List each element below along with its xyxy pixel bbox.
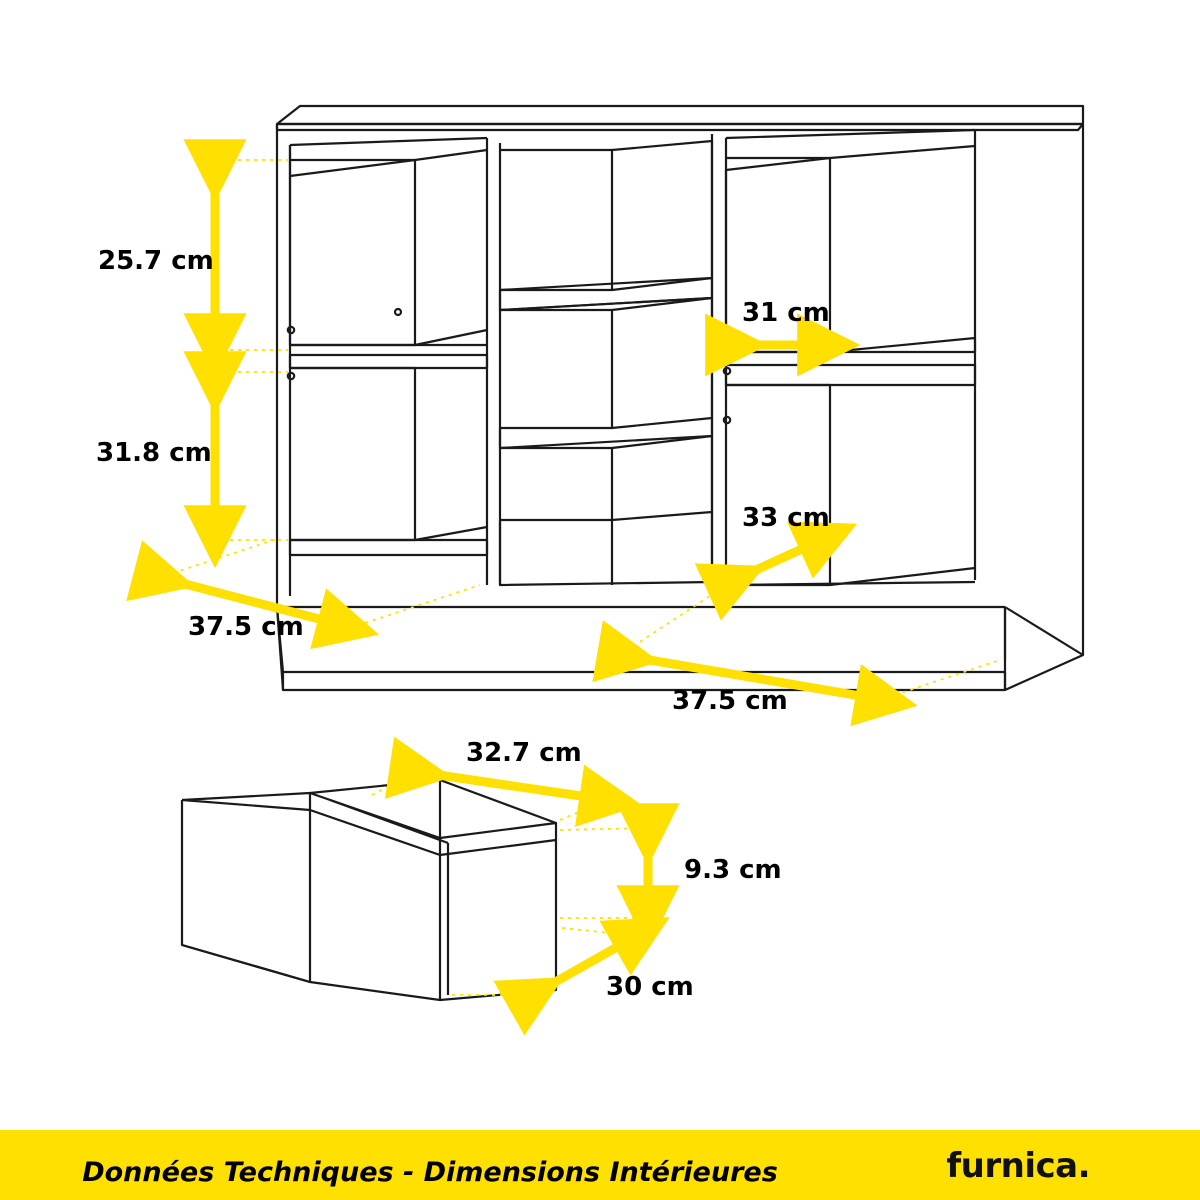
dimension-label-right-upper-width: 31 cm [742,298,830,328]
dimension-label-left-depth: 37.5 cm [188,612,304,642]
dimension-label-drawer-height: 9.3 cm [684,855,782,885]
dimension-label-lower-compartment-height: 31.8 cm [96,438,212,468]
brand-logo: furnica. [946,1146,1090,1186]
dimension-label-right-depth: 37.5 cm [672,686,788,716]
footer-title: Données Techniques - Dimensions Intérieures [82,1157,778,1188]
dimension-label-right-lower-width: 33 cm [742,503,830,533]
dimension-label-drawer-width: 32.7 cm [466,738,582,768]
cabinet-outline [277,106,1083,690]
dimension-label-upper-compartment-height: 25.7 cm [98,246,214,276]
drawer-outline [182,780,556,1000]
dimension-label-drawer-depth: 30 cm [606,972,694,1002]
drawer-dimension-arrows [418,772,648,994]
